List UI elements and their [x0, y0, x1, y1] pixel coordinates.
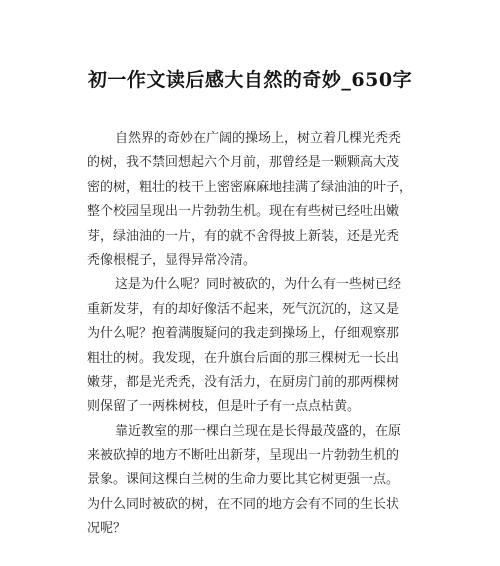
text-line: 密的树，粗壮的枝干上密密麻麻地挂满了绿油油的叶子，	[87, 179, 413, 195]
text-line: 粗壮的树。我发现，在升旗台后面的那三棵树无一长出	[87, 350, 400, 366]
text-line: 景象。课间这棵白兰树的生命力要比其它树更强一点。	[87, 472, 400, 488]
text-line: 况呢？	[87, 521, 127, 537]
text-line: 则保留了一两株树枝，但是叶子有一点点枯黄。	[87, 399, 361, 415]
text-line: 为什么同时被砍的树，在不同的地方会有不同的生长状	[87, 496, 400, 512]
document-title: 初一作文读后感大自然的奇妙_650字	[87, 69, 413, 91]
text-line: 的树，我不禁回想起六个月前，那曾经是一颗颗高大茂	[87, 155, 400, 171]
text-line: 为什么呢？抱着满腹疑问的我走到操场上，仔细观察那	[87, 326, 400, 342]
text-line: 来被砍掉的地方不断吐出新芽，呈现出一片勃勃生机的	[87, 448, 400, 464]
text-line: 秃像根棍子，显得异常冷清。	[87, 252, 257, 268]
text-line: 整个校园呈现出一片勃勃生机。现在有些树已经吐出嫩	[87, 204, 400, 220]
text-line: 靠近教室的那一棵白兰现在是长得最茂盛的，在原	[115, 423, 402, 439]
text-line: 重新发芽，有的却好像活不起来，死气沉沉的，这又是	[87, 301, 400, 317]
text-line: 这是为什么呢？同时被砍的，为什么有一些树已经	[115, 277, 402, 293]
text-line: 自然界的奇妙在广阔的操场上，树立着几棵光秃秃	[115, 131, 402, 146]
document-body	[87, 127, 419, 542]
text-line: 嫩芽，都是光秃秃，没有活力，在厨房门前的那两棵树	[87, 374, 400, 390]
text-line: 芽，绿油油的一片，有的就不舍得披上新装，还是光秃	[87, 228, 400, 244]
